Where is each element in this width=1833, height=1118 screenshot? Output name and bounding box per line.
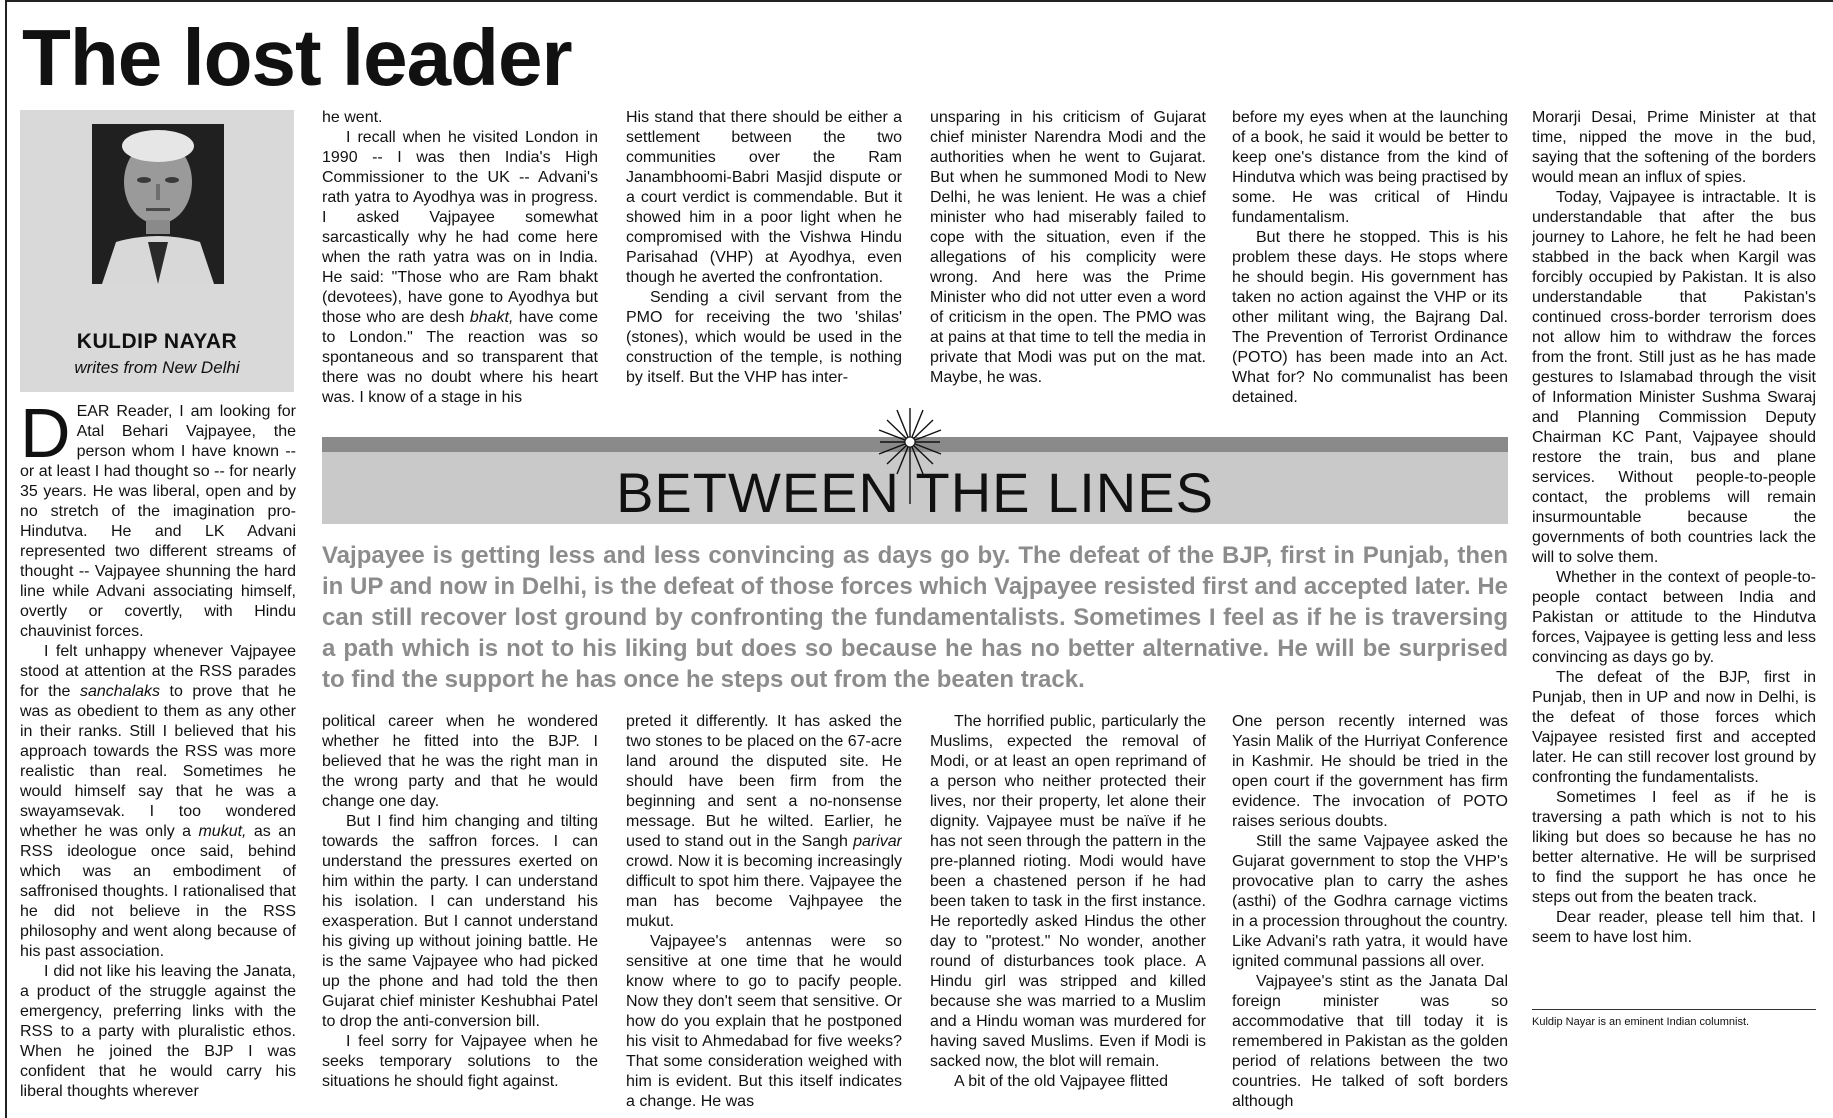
column-5-top <box>1232 108 1508 408</box>
paragraph-text: I recall when he visited London in 1990 -- I was then India's High Commissioner to the UK -- Advani's rath yatra to Ayodhya was in progress. I asked Vajpayee somewhat sarcastically why he had come here when the rath yatra was on in India. He said: "Those who are Ram bhakt (devotees), have gone to Ayodhya but those who are desh <box>322 129 598 326</box>
paragraph: Whether in the context of people-to-people contact between India and Pakistan or attitude to the Hindutva forces, Vajpayee is getting less and less convincing as days go by. <box>1532 569 1816 666</box>
top-rule <box>5 0 1833 2</box>
paragraph: Still the same Vajpayee asked the Gujarat government to stop the VHP's provocative plan to carry the ashes (asthi) of the Godhra carnage victims in a procession throughout the country. Like Advani's rath yatra, it would have ignited communal passions all over. <box>1232 833 1508 970</box>
author-portrait <box>92 124 224 284</box>
column-3-bottom <box>626 712 902 1118</box>
italic-term: parivar <box>853 833 902 850</box>
headline: The lost leader <box>22 13 572 102</box>
paragraph: Sometimes I feel as if he is traversing a path which is not to his liking but does so because he has no better alternative. He will be surprised to find the support he has once he steps out from the beaten track. <box>1532 789 1816 906</box>
paragraph-text: preted it differently. It has asked the two stones to be placed on the 67-acre land around the disputed site. He should have been firm from the beginning and sent a no-nonsense message. But he wilted. Earlier, he used to stand out in the Sangh <box>626 713 902 850</box>
paragraph: Sending a civil servant from the PMO for receiving the two 'shilas' (stones), which would be used in the construction of the temple, is nothing by itself. But the VHP has inter- <box>626 289 902 386</box>
column-3-top <box>626 108 902 408</box>
paragraph-text: have come to London." The reaction was so spontaneous and so transparent that there was no doubt where his heart was. I know of a stage in his <box>322 309 598 406</box>
banner-title: BETWEEN THE LINES <box>616 461 1214 524</box>
paragraph-text: to prove that he was as obedient to them as any other in their ranks. Still I believed that his approach towards the RSS was more realistic than real. Sometimes he would himself say that he was a swayamsevak. I too wondered whether he was only a <box>20 683 296 840</box>
paragraph: I did not like his leaving the Janata, a product of the struggle against the emergency, preferring links with the RSS to a party with pluralistic ethos. When he joined the BJP I was confident that he would carry his liberal thoughts wherever <box>20 963 296 1100</box>
paragraph-text: I felt unhappy whenever Vajpayee stood at attention at the RSS parades for the <box>20 643 296 700</box>
paragraph <box>322 128 598 408</box>
paragraph-text: crowd. Now it is becoming increasingly difficult to spot him there. Vajpayee the man has become Vajhpayee the mukut. <box>626 853 902 930</box>
paragraph: A bit of the old Vajpayee flitted <box>954 1073 1169 1090</box>
paragraph: The defeat of the BJP, first in Punjab, then in UP and now in Delhi, is the defeat of those forces which Vajpayee resisted first and accepted later. He can still recover lost ground by confronting the fundamentalists. <box>1532 669 1816 786</box>
paragraph: One person recently interned was Yasin Malik of the Hurriyat Conference in Kashmir. He should be tried in the open court if the government has firm evidence. The invocation of POTO raises serious doubts. <box>1232 713 1508 830</box>
left-rule <box>5 0 7 1118</box>
paragraph-text: EAR Reader, I am looking for Atal Behari Vajpayee, the person whom I have known -- or at least I had thought so -- for nearly 35 years. He was liberal, open and by no stretch of the imagination pro-Hindutva. He and LK Advani represented two different streams of thought -- Vajpayee shunning the hard line while Advani associating himself, overtly or covertly, with Hindu chauvinist forces. <box>20 403 296 640</box>
footnote-rule <box>1532 1009 1816 1010</box>
paragraph: But there he stopped. This is his problem these days. He stops where he should begin. His government has taken no action against the VHP or its other militant wing, the Bajrang Dal. The Prevention of Terrorist Ordinance (POTO) has been made into an Act. What for? No communalist has been detained. <box>1232 229 1508 406</box>
paragraph: Dear reader, please tell him that. I seem to have lost him. <box>1532 909 1816 946</box>
paragraph <box>626 712 902 932</box>
drop-cap: D <box>20 402 71 472</box>
paragraph: I feel sorry for Vajpayee when he seeks temporary solutions to the situations he should fight against. <box>322 1033 598 1090</box>
paragraph: Morarji Desai, Prime Minister at that time, nipped the move in the bud, saying that the softening of the borders would mean an influx of spies. <box>1532 109 1816 186</box>
paragraph: But I find him changing and tilting towards the saffron forces. I can understand the pressures exerted on him within the party. I can understand his isolation. I can understand his exasperation. But I cannot understand his giving up without joining battle. He is the same Vajpayee who had picked up the phone and had told the then Gujarat chief minister Keshubhai Patel to drop the anti-conversion bill. <box>322 813 598 1030</box>
author-location: writes from New Delhi <box>74 358 240 377</box>
pull-quote: Vajpayee is getting less and less convincing as days go by. The defeat of the BJP, first in Punjab, then in UP and now in Delhi, is the defeat of those forces which Vajpayee resisted first and accepted later. He can still recover lost ground by confronting the fundamentalists. Sometimes I feel as if he is traversing a path which is not to his liking but does so because he has no better alternative. He will be surprised to find the support he has once he steps out from the beaten track. <box>322 542 1508 693</box>
paragraph: His stand that there should be either a settlement between the two communities over the Ram Janambhoomi-Babri Masjid dispute or a court verdict is commendable. But it showed him in a poor light when he compromised with the Vishwa Hindu Parisahad (VHP) at Ayodhya, even though he averted the confrontation. <box>626 109 902 286</box>
column-1 <box>20 402 296 1118</box>
paragraph: Vajpayee's antennas were so sensitive at one time that he would know where to go to pacify people. Now they don't seem that sensitive. Or how do you explain that he postponed his visit to Ahmedabad for five weeks? That some consideration weighed with him is evident. But this itself indicates a change. He was <box>626 933 902 1110</box>
column-4-bottom <box>930 712 1206 1118</box>
starburst-icon <box>875 400 945 510</box>
paragraph: The horrified public, particularly the Muslims, expected the removal of Modi, or at least an open reprimand of a person who neither protected their lives, nor their property, let alone their dignity. Vajpayee must be naïve if he has not seen through the pattern in the pre-planned rioting. Modi would have been a chastened person if he had been taken to task in the first instance. He reportedly asked Hindus the other day to "protest." No wonder, another round of disturbances took place. A Hindu girl was stripped and killed because she was married to a Muslim and a Hindu woman was murdered for having saved Muslims. Even if Modi is sacked now, the blot will remain. <box>930 713 1206 1070</box>
paragraph: before my eyes when at the launching of a book, he said it would be better to keep one's distance from the kind of Hindutva which was being practised by some. He was critical of Hindu fundamentalism. <box>1232 109 1508 226</box>
author-footnote: Kuldip Nayar is an eminent Indian columnist. <box>1532 1016 1750 1028</box>
author-name: KULDIP NAYAR <box>76 330 238 353</box>
paragraph: Vajpayee's stint as the Janata Dal foreign minister was so accommodative that till today it is remembered in Pakistan as the golden period of relations between the two countries. He talked of soft borders although <box>1232 973 1508 1110</box>
paragraph-text: as an RSS ideologue once said, behind which was an embodiment of saffronised thoughts. I rationalised that he did not believe in the RSS philosophy and went along because of his past association. <box>20 823 296 960</box>
column-2-bottom <box>322 712 598 1118</box>
column-4-top <box>930 108 1206 408</box>
column-6 <box>1532 108 1816 1000</box>
author-box <box>20 110 294 392</box>
italic-term: bhakt, <box>469 309 514 326</box>
italic-term: sanchalaks <box>79 683 161 700</box>
paragraph: Today, Vajpayee is intractable. It is understandable that after the bus journey to Lahore, he felt he had been stabbed in the back when Kargil was forcibly occupied by Pakistan. It is also understandable that Pakistan's continued cross-border terrorism does not allow him to withdraw the forces from the front. Still just as he has made gestures to Islamabad through the visit of Information Minister Sushma Swaraj and Planning Commission Deputy Chairman KC Pant, Vajpayee should restore the train, bus and plane services. Without people-to-people contact, the problems will remain insurmountable because the governments of both countries lack the will to solve them. <box>1532 189 1816 566</box>
paragraph: unsparing in his criticism of Gujarat chief minister Narendra Modi and the authorities when he went to Gujarat. But when he summoned Modi to New Delhi, he was lenient. He was a chief minister who had miserably failed to cope with the situation, even if the allegations of his complicity were wrong. And here was the Prime Minister who did not utter even a word of criticism in the open. The PMO was at pains at that time to tell the media in private that Modi was put on the mat. Maybe, he was. <box>930 109 1206 386</box>
portrait-image <box>92 124 224 284</box>
column-2-top <box>322 108 598 408</box>
italic-term: mukut, <box>198 823 247 840</box>
column-5-bottom <box>1232 712 1508 1118</box>
paragraph: political career when he wondered whether he fitted into the BJP. I believed that he was the right man in the wrong party and that he would change one day. <box>322 713 598 810</box>
paragraph <box>20 642 296 962</box>
paragraph <box>20 402 296 642</box>
paragraph: he went. <box>322 109 383 126</box>
